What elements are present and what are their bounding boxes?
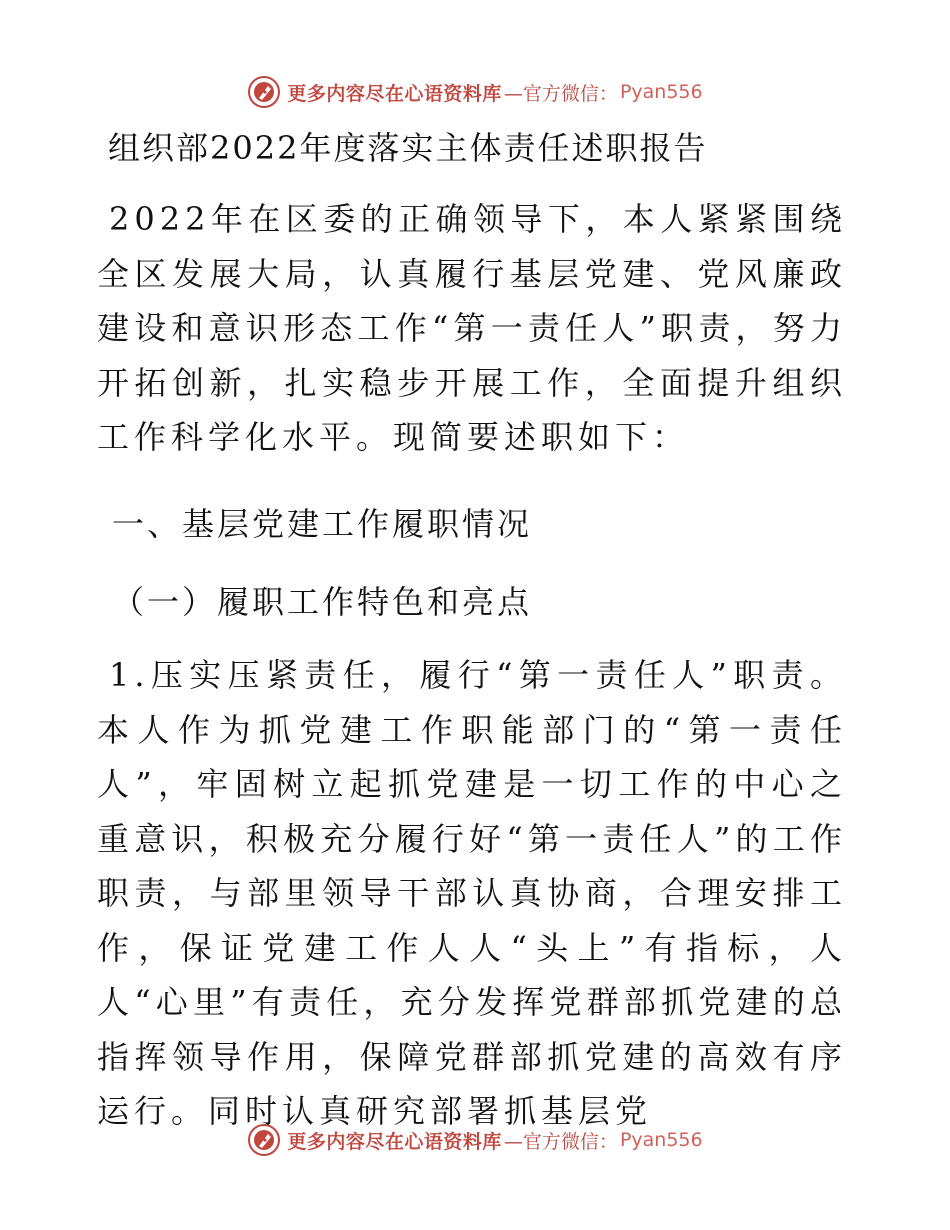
subsection-heading: （一）履职工作特色和亮点 bbox=[112, 583, 533, 621]
document-title: 组织部2022年度落实主体责任述职报告 bbox=[108, 129, 708, 167]
watermark-main-text: 更多内容尽在心语资料库 bbox=[287, 82, 502, 105]
watermark-dash-text: —官方微信： bbox=[503, 82, 618, 105]
body-paragraph: 1.压实压紧责任，履行“第一责任人”职责。本人作为抓党建工作职能部门的“第一责任人”，牢固树立起抓党建是一切工作的中心之重意识，积极充分履行好“第一责任人”的工作职责，与部里领导干部认真协商，合理安排工作，保证党建工作人人“头上”有指标，人人“心里”有责任，充分发挥党群部抓党建的总指挥领导作用，保障党群部抓党建的高效有序运行。同时认真研究部署抓基层党 bbox=[97, 656, 847, 1130]
watermark-dash-text: —官方微信： bbox=[503, 1130, 618, 1153]
watermark-banner-top bbox=[0, 72, 950, 112]
watermark-wechat-id: Pyan556 bbox=[619, 81, 703, 103]
intro-paragraph: 2022年在区委的正确领导下，本人紧紧围绕全区发展大局，认真履行基层党建、党风廉政建设和意识形态工作“第一责任人”职责，努力开拓创新，扎实稳步开展工作，全面提升组织工作科学化水平。现简要述职如下： bbox=[97, 200, 847, 456]
pen-nib-logo-icon bbox=[247, 75, 281, 109]
watermark-main-text: 更多内容尽在心语资料库 bbox=[287, 1130, 502, 1153]
section-heading: 一、基层党建工作履职情况 bbox=[112, 505, 533, 543]
watermark-banner-bottom bbox=[0, 1120, 950, 1160]
watermark-wechat-id: Pyan556 bbox=[619, 1129, 703, 1151]
pen-nib-logo-icon bbox=[247, 1123, 281, 1157]
